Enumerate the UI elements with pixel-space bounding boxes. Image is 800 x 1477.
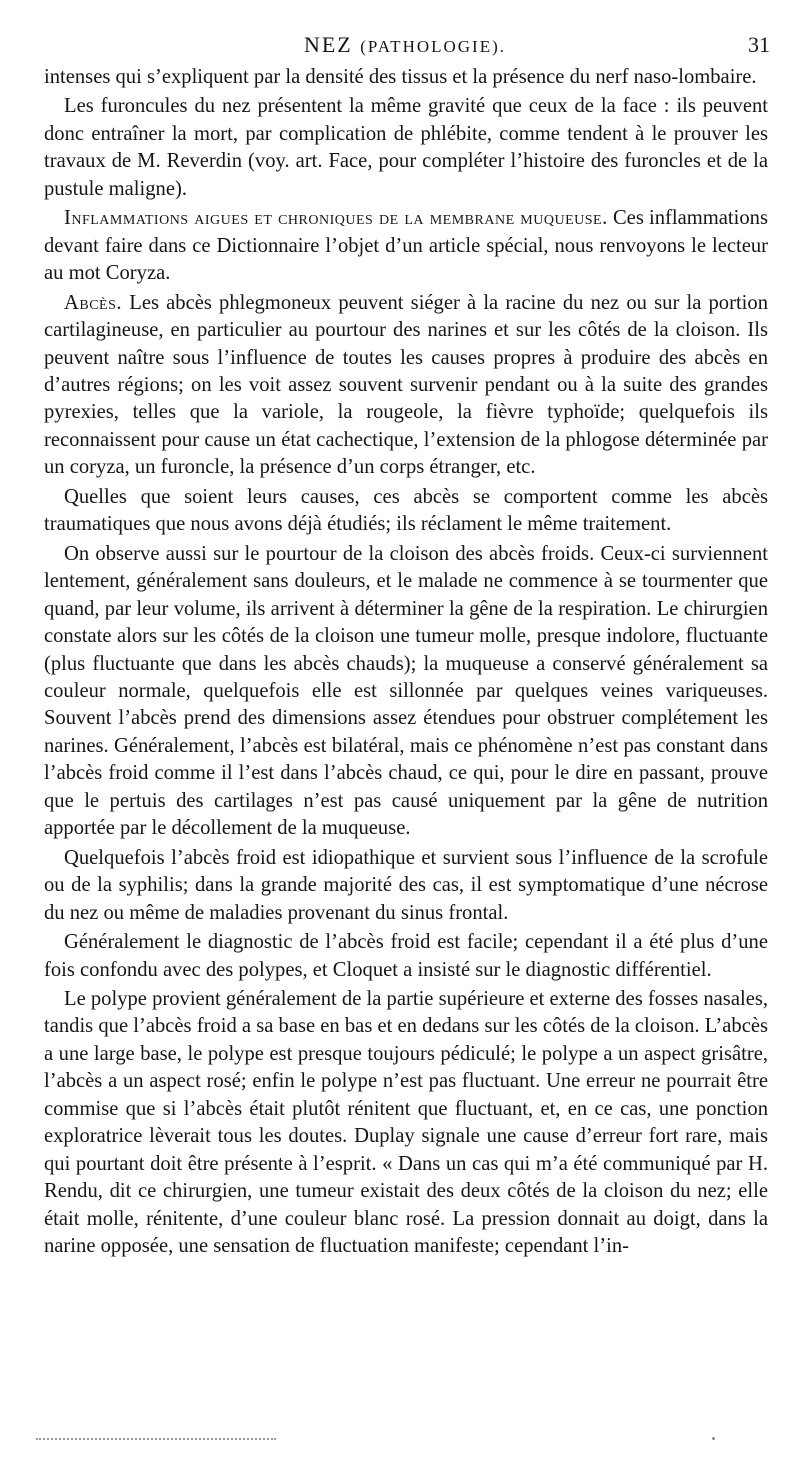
header-subtitle: (PATHOLOGIE). (360, 37, 507, 56)
header-title: NEZ (303, 32, 353, 57)
paragraph-text: Le polype provient généralement de la partie supérieure et externe des fosses nasales, tandis que l’abcès froid a sa base en bas et en dedans sur les côtés de la cloison. L’abcès a une large base, le polype est presque toujours pédiculé; le polype a un aspect grisâtre, l’abcès a un aspect rosé; enfin le polype n’est pas fluctuant. Une erreur ne pourrait être commise que si l’abcès était plutôt rénitent que fluctuant, et, en ce cas, une ponction exploratrice lèverait tous les doutes. Duplay signale une cause d’erreur fort rare, mais qui pourtant doit être présente à l’esprit. « Dans un cas qui m’a été communiqué par H. Rendu, dit ce chirurgien, une tumeur existait des deux côtés de la cloison du nez; elle était molle, rénitente, d’une couleur blanc rosé. La pression donnait au doigt, dans la narine opposée, une sensation de fluctuation manifeste; cependant l’in- (44, 987, 768, 1258)
paragraph-text: Les abcès phlegmoneux peuvent siéger à la racine du nez ou sur la portion cartilagineuse, en particulier au pourtour des narines et sur les côtés de la cloison. Ils peuvent naître sous l’influence de toutes les causes propres à produire des abcès en d’autres régions; on les voit assez souvent survenir pendant ou à la suite des grandes pyrexies, telles que la variole, la rougeole, la fièvre typhoïde; quelquefois ils reconnaissent pour cause un état cachectique, l’extension de la phlogose déterminée par un coryza, un furoncle, la présence d’un corps étranger, etc. (44, 291, 768, 479)
paragraph-text: intenses qui s’expliquent par la densité des tissus et la présence du nerf naso-lombaire. (44, 66, 757, 88)
paragraph-text: On observe aussi sur le pourtour de la cloison des abcès froids. Ceux-ci surviennent lentement, généralement sans douleurs, et le malade ne commence à se tourmenter que quand, par leur volume, ils arrivent à déterminer la gêne de la respiration. Le chirurgien constate alors sur les côtés de la cloison une tumeur molle, presque indolore, fluctuante (plus fluctuante que dans les abcès chauds); la muqueuse a conservé généralement sa couleur normale, quelquefois elle est sillonnée par quelques veines variqueuses. Souvent l’abcès prend des dimensions assez étendues pour obstruer complétement les narines. Généralement, l’abcès est bilatéral, mais ce phénomène n’est pas constant dans l’abcès froid comme il l’est dans l’abcès chaud, ce qui, pour le dire en passant, prouve que le pertuis des cartilages n’est pas causé uniquement par la gêne de nutrition apportée par le décollement de la muqueuse. (44, 542, 768, 840)
paragraph (44, 484, 768, 539)
paragraph-text: Quelquefois l’abcès froid est idiopathique et survient sous l’influence de la scrofule ou de la syphilis; dans la grande majorité des cas, il est symptomatique d’une nécrose du nez ou même de maladies provenant du sinus frontal. (44, 846, 768, 924)
paragraph-text: Les furoncules du nez présentent la même gravité que ceux de la face : ils peuvent donc entraîner la mort, par complication de phlébite, comme tendent à le prouver les travaux de M. Reverdin (voy. art. Face, pour compléter l’histoire des furoncles et de la pustule maligne). (44, 95, 768, 200)
running-header (40, 30, 770, 60)
running-title (40, 30, 770, 62)
paragraph (44, 64, 768, 91)
paragraph (44, 205, 768, 287)
paragraph (44, 929, 768, 984)
footer-mark (712, 1437, 715, 1440)
section-heading: Abcès. (64, 291, 123, 314)
paragraph (44, 986, 768, 1261)
section-heading: Inflammations aigues et chroniques de la membrane muqueuse. (64, 207, 608, 230)
footer-rule (36, 1438, 276, 1442)
article-body (44, 64, 768, 1260)
paragraph-text: Ces inflammations devant faire dans ce Dictionnaire l’objet d’un article spécial, nous renvoyons le lecteur au mot Coryza. (44, 207, 768, 285)
paragraph (44, 290, 768, 482)
paragraph (44, 845, 768, 927)
paragraph-text: Quelles que soient leurs causes, ces abcès se comportent comme les abcès traumatiques que nous avons déjà étudiés; ils réclament le même traitement. (44, 485, 768, 536)
paragraph (44, 93, 768, 203)
paragraph (44, 541, 768, 843)
page-number: 31 (748, 32, 770, 57)
paragraph-text: Généralement le diagnostic de l’abcès froid est facile; cependant il a été plus d’une fois confondu avec des polypes, et Cloquet a insisté sur le diagnostic différentiel. (44, 931, 768, 981)
